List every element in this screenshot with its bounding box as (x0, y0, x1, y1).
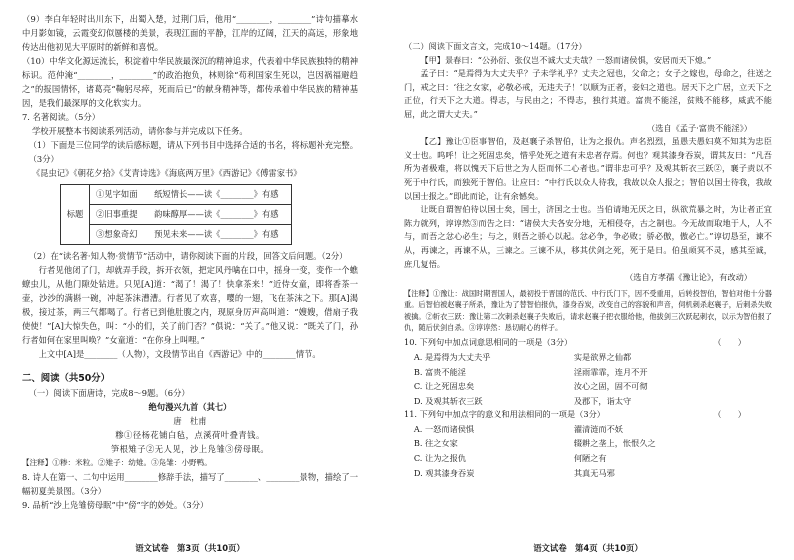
passage-jia-1: 【甲】景春曰：“公孙衍、张仪岂不诚大丈夫哉？一怒而诸侯惧，安居而天下熄。” (420, 54, 712, 65)
option-left: A. 一怒而诸侯惧 (413, 423, 475, 434)
question-7-title: 7. 名著阅读。（5分） (22, 112, 101, 122)
passage-jia-source: （选自《孟子·富贵不能淫》） (647, 122, 752, 133)
option-left: B. 往之女家 (413, 438, 458, 449)
option-right: 辍耕之垄上，怅恨久之 (573, 438, 656, 449)
option-left: D. 及观其斩衣三跃 (413, 395, 483, 406)
part-2-instruction: （二）阅读下面文言文，完成10～14题。（17分） (404, 41, 587, 51)
page-footer-4: 语文试卷 第4页（共10页） (533, 543, 643, 553)
option-left: B. 富贵不能淫 (413, 366, 466, 377)
poem-author: 唐 杜甫 (173, 416, 207, 426)
option-row (404, 379, 772, 394)
answer-paren: （ ） (713, 337, 746, 348)
option-left: C. 让之死固忠矣 (413, 381, 475, 392)
option-row (404, 350, 772, 365)
option-row (404, 466, 772, 481)
option-right: 实是欲界之仙都 (573, 351, 632, 362)
right-page (404, 40, 772, 480)
poem-title: 绝句漫兴九首（其七） (148, 402, 232, 412)
option-left: A. 是焉得为大丈夫乎 (413, 351, 491, 362)
question-7-intro: 学校开展整本书阅读系列活动，请你参与并完成以下任务。 (31, 126, 248, 136)
passage-yi-source: （选自方孝孺《豫让论》，有改动） (625, 272, 752, 283)
question-10 (404, 336, 772, 350)
part-1-instruction: （一）阅读下面唐诗，完成8～9题。（6分） (28, 388, 190, 398)
option-right: 何陋之有 (573, 453, 607, 464)
question-8: 8. 诗人在第一、二句中运用________修辞手法，描写了________、________景物，描绘了一幅初夏美景图。（3分） (22, 472, 358, 496)
novel-passage: 行者见他闭了门，却就弄手段，拆开衣领，把定风丹噙在口中，摇身一变，变作一个蟭蟟虫儿，从他门隙处钻进。只见[A]道：“渴了！渴了！快拿茶来！”近侍女童，即将香茶一壶，沙沙的满斟一碗，冲起茶沫漕漕。行者见了欢喜，嘤的一翅，飞在茶沫之下。那[A]渴极，接过茶，两三气都喝了。行者已到他肚腹之内，现原身厉声高叫道：“嫂嫂，借扇子我使使！”[A]大惊失色，叫：“小的们，关了前门否？”俱说：“关了。”他又说：“既关了门，孙行者如何在家里叫唤？”女童道：“在你身上叫哩。” (22, 265, 358, 345)
option-left: D. 观其漆身吞炭 (413, 467, 475, 478)
question-11 (404, 408, 772, 422)
question-7-sub-1: （1）下面是三位同学的读后感标题，请从下列书目中选择合适的书名，将标题补充完整。（3分） (28, 140, 358, 164)
option-right: 汝心之固，固不可彻 (573, 381, 648, 392)
question-9: 9. 品析“沙上凫雏傍母眠”中“傍”字的妙处。（3分） (22, 500, 209, 510)
answer-paren: （ ） (713, 409, 746, 420)
option-row (404, 365, 772, 380)
option-right: 濯清涟而不妖 (573, 423, 623, 434)
question-7-sub-2-question: 上文中[A]是________（人物），文段情节出自《西游记》中的________情节。 (38, 349, 321, 359)
table-row (61, 205, 292, 225)
question-7-sub-2: （2）在“读名著·知人物·赏情节”活动中，请你阅读下面的片段，回答文后问题。（2分） (28, 251, 348, 261)
passage-yi-1: 【乙】豫让①臣事智伯，及赵襄子杀智伯，让为之报仇。声名烈烈，虽愚夫愚妇莫不知其为忠臣义士也。呜呼！让之死固忠矣，惜乎处死之道有未忠者存焉。何也？观其漆身吞炭，谓其友曰：“凡吾所为者极难，将以愧天下后世之为人臣而怀二心者也。”谓非忠可乎？及观其斩衣三跃②，襄子责以不死于中行氏，而独死于智伯。让应曰：“中行氏以众人待我，我故以众人报之；智伯以国士待我，我故以国士报之。”即此而论，让有余憾矣。 (404, 136, 772, 201)
left-page (22, 12, 358, 512)
question-11-stem: 11. 下列句中加点字的意义和用法相同的一项是（3分） (404, 409, 605, 420)
option-row (404, 451, 772, 466)
option-left: C. 让为之报仇 (413, 453, 466, 464)
option-right: 其真无马邪 (573, 467, 615, 478)
section-heading-reading: 二、阅读（共50分） (22, 373, 111, 384)
title-table-cell: ②旧事重提 韵味醇厚——读《________》有感 (90, 205, 292, 225)
title-table-cell: ①见字如面 纸短情长——读《________》有感 (90, 185, 292, 205)
poem-line: 笋根雉子②无人见，沙上凫雏③傍母眠。 (110, 444, 270, 454)
book-list: 《昆虫记》《朝花夕拾》《艾青诗选》《海底两万里》《西游记》《傅雷家书》 (31, 168, 302, 178)
poem-line: 糁①径杨花铺白毡，点溪荷叶叠青钱。 (115, 430, 265, 440)
passage-yi-2: 让既自谓智伯待以国士矣，国士，济国之士也。当伯请地无厌之日，纵欲荒暴之时，为让者正宜陈力就列，谆谆然③而告之曰：“诸侯大夫各安分地，无相侵夺，古之制也。今无故而取地于人，人不与，而吾之忿心必生；与之，则吾之骄心以起。忿必争，争必败；骄必傲，傲必亡。”谆切恳至，谏不从，再谏之，再谏不从，三谏之。三谏不从，移其伏剑之死，死于是日。伯虽顽冥不灵，感其至诚，庶几复悟。 (404, 204, 772, 269)
passage-jia-2: 孟子曰：“是焉得为大丈夫乎？子未学礼乎？丈夫之冠也，父命之；女子之嫁也，母命之，往送之门，戒之曰：‘往之女家，必敬必戒，无违夫子！’以顺为正者，妾妇之道也。居天下之广居，立天下之正位，行天下之大道。得志，与民由之；不得志，独行其道。富贵不能淫，贫贱不能移，威武不能屈，此之谓大丈夫。” (404, 68, 772, 119)
table-row (61, 225, 292, 245)
poem-notes: 【注释】①糁：米粒。②雉子：幼雉。③凫雏：小野鸭。 (22, 458, 212, 467)
option-row (404, 436, 772, 451)
question-10-stem: 10. 下列句中加点词意思相同的一项是（3分） (404, 337, 573, 348)
title-table (60, 184, 292, 245)
title-table-cell: ③想象奇幻 预见未来——读《________》有感 (90, 225, 292, 245)
title-table-header: 标题 (61, 185, 90, 245)
option-right: 及郡下，诣太守 (573, 395, 632, 406)
option-row (404, 422, 772, 437)
option-right: 淫雨霏霏，连月不开 (573, 366, 648, 377)
passage-notes: 【注释】①豫让：战国时期晋国人，最初投于晋国的范氏、中行氏门下，因不受重用，后转投智伯，智伯对他十分器重。后智伯被赵襄子所杀，豫让为了替智伯报仇，漆身吞炭，改变自己的容貌和声音，伺机刺杀赵襄子，后刺杀失败被擒。②斩衣三跃：豫让第二次刺杀赵襄子失败后，请求赵襄子把衣服给他，他拔剑三次跃起刺衣，以示为智伯报了仇，随后伏剑自杀。③谆谆然：恳切耐心的样子。 (404, 288, 772, 332)
fill-blank-item-9: （9）李白年轻时出川东下，出蜀入楚，过荆门后，他用“________，________”诗句描摹水中月影如镜，云霞变幻似蜃楼的美景，表现江面的平静，江岸的辽阔，江天的高远，形象地传达出他初见大平原时的新鲜和喜悦。 (22, 14, 358, 52)
page-footer-3: 语文试卷 第3页（共10页） (135, 543, 245, 553)
option-row (404, 394, 772, 409)
fill-blank-item-10: （10）中华文化源远流长，积淀着中华民族最深沉的精神追求，代表着中华民族独特的精神标识。范仲淹“________，________”的政治抱负，林则徐“苟利国家生死以，岂因祸福避趋之”的报国情怀，诸葛亮“鞠躬尽瘁，死而后已”的献身精神等，都传承着中华民族的精神基因，是我们最深厚的文化软实力。 (22, 56, 358, 108)
table-row (61, 185, 292, 205)
